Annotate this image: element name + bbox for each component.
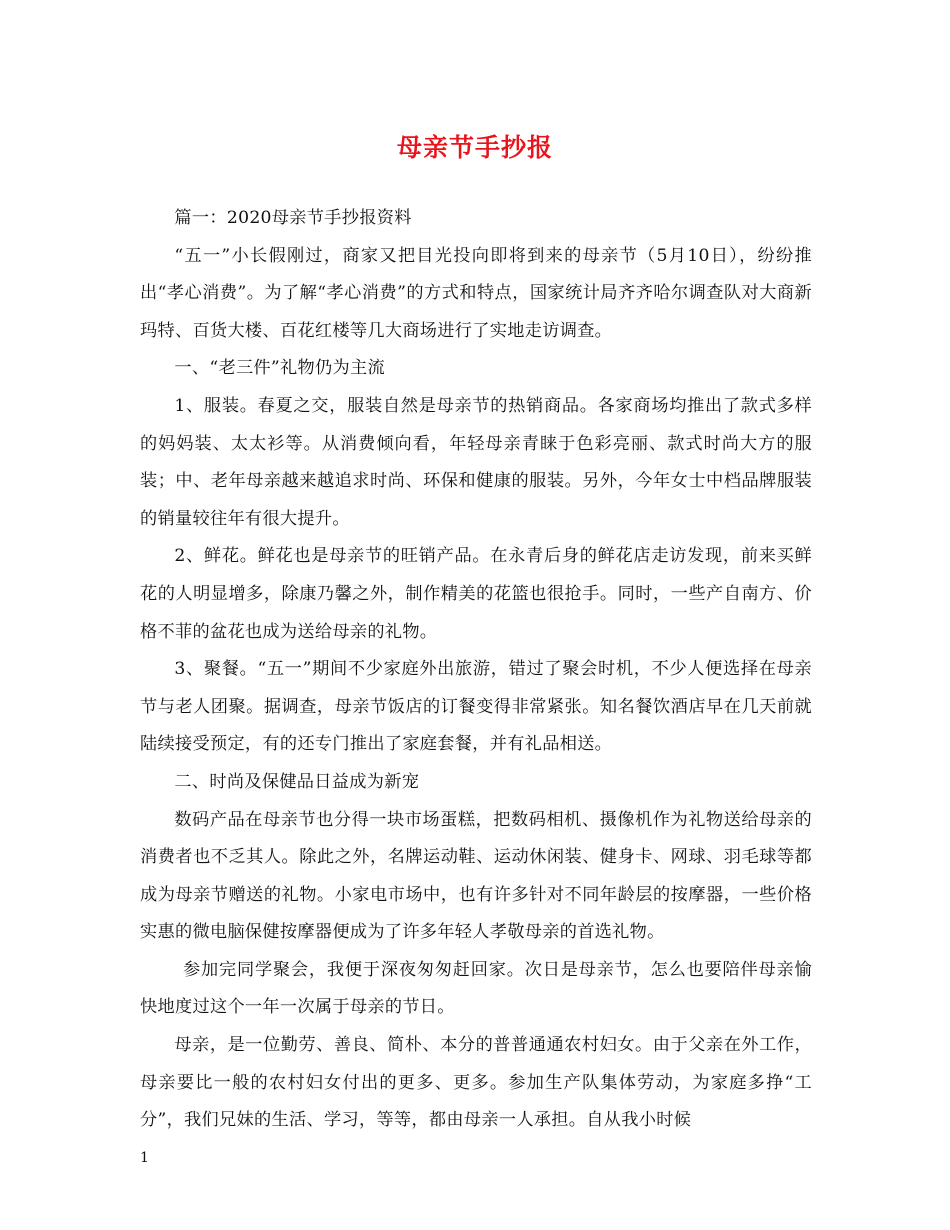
paragraph-clothing: 1、服装。春夏之交，服装自然是母亲节的热销商品。各家商场均推出了款式多样的妈妈装、太太衫等。从消费倾向看，年轻母亲青睐于色彩亮丽、款式时尚大方的服装；中、老年母亲越来越追求时尚、环保和健康的服装。另外，今年女士中档品牌服装的销量较往年有很大提升。 [140, 395, 812, 529]
page-title: 母亲节手抄报 [396, 133, 553, 162]
intro-paragraph: “五一”小长假刚过，商家又把目光投向即将到来的母亲节（5月10日），纷纷推出“孝心消费”。为了解“孝心消费”的方式和特点，国家统计局齐齐哈尔调查队对大商新玛特、百货大楼、百花红楼等几大商场进行了实地走访调查。 [140, 245, 812, 341]
paragraph-dining: 3、聚餐。“五一”期间不少家庭外出旅游，错过了聚会时机，不少人便选择在母亲节与老人团聚。据调查，母亲节饭店的订餐变得非常紧张。知名餐饮酒店早在几天前就陆续接受预定，有的还专门推出了家庭套餐，并有礼品相送。 [140, 659, 812, 755]
page-number: 1 [140, 1150, 149, 1166]
paragraph-mother: 母亲，是一位勤劳、善良、简朴、本分的普普通通农村妇女。由于父亲在外工作，母亲要比一般的农村妇女付出的更多、更多。参加生产队集体劳动，为家庭多挣“工分”，我们兄妹的生活、学习，等等，都由母亲一人承担。自从我小时候 [140, 1035, 812, 1131]
section-heading-fashion-health: 二、时尚及保健品日益成为新宠 [174, 771, 420, 792]
document-body [140, 200, 812, 1140]
section-heading-traditional-gifts: 一、“老三件”礼物仍为主流 [174, 358, 385, 379]
paragraph-class-reunion: 参加完同学聚会，我便于深夜匆匆赶回家。次日是母亲节，怎么也要陪伴母亲愉快地度过这个一年一次属于母亲的节日。 [140, 959, 812, 1018]
paragraph-flowers: 2、鲜花。鲜花也是母亲节的旺销产品。在永青后身的鲜花店走访发现，前来买鲜花的人明显增多，除康乃馨之外，制作精美的花篮也很抢手。同时，一些产自南方、价格不菲的盆花也成为送给母亲的礼物。 [140, 546, 812, 642]
section-heading-part-one: 篇一：2020母亲节手抄报资料 [174, 208, 412, 228]
paragraph-digital-products: 数码产品在母亲节也分得一块市场蛋糕，把数码相机、摄像机作为礼物送给母亲的消费者也不乏其人。除此之外，名牌运动鞋、运动休闲装、健身卡、网球、羽毛球等都成为母亲节赠送的礼物。小家电市场中，也有许多针对不同年龄层的按摩器，一些价格实惠的微电脑保健按摩器便成为了许多年轻人孝敬母亲的首选礼物。 [140, 809, 812, 943]
